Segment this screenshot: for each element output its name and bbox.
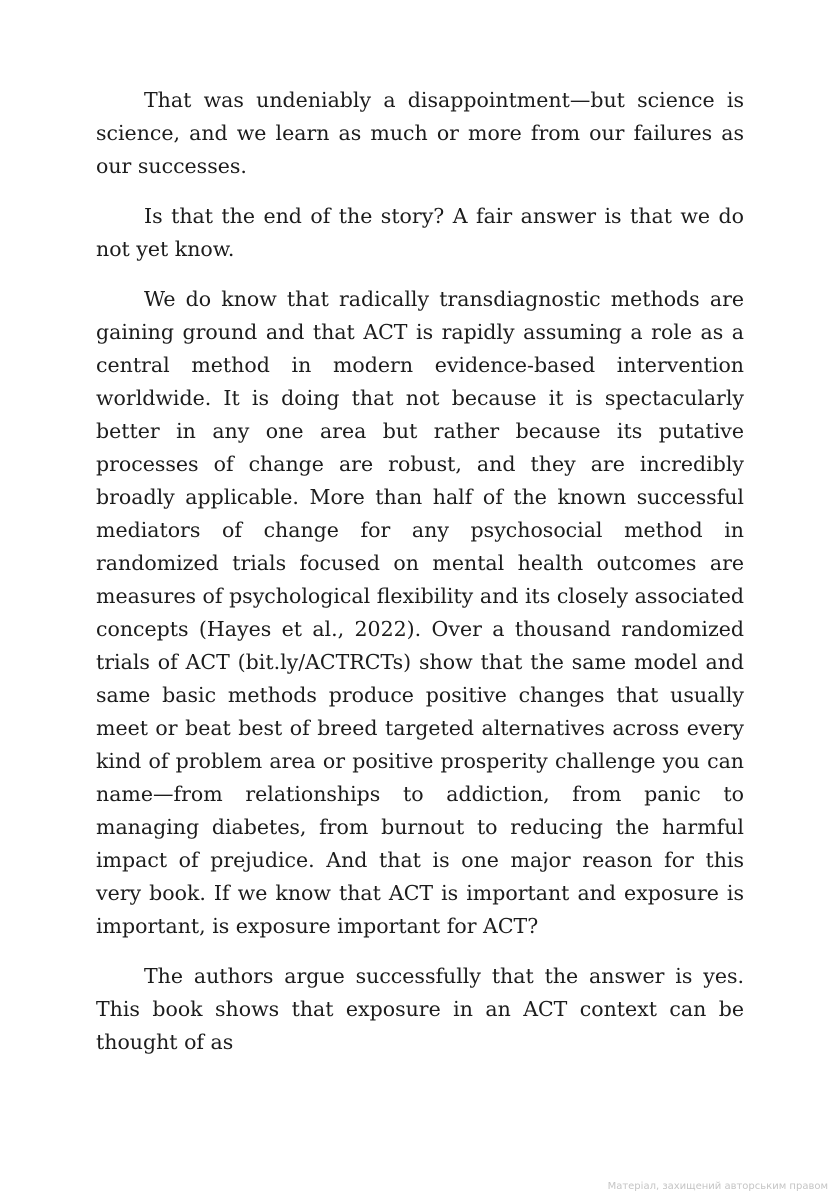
paragraph-end-of-story: Is that the end of the story? A fair answer is that we do not yet know. [96,204,744,261]
copyright-watermark: Матеріал, захищений авторським правом [607,1181,828,1192]
page-body [96,84,744,1076]
paragraph-disappointment: That was undeniably a disappointment—but science is science, and we learn as much or more from our failures as our successes. [96,88,744,178]
paragraph-authors-argue: The authors argue successfully that the answer is yes. This book shows that exposure in an ACT context can be thought of as [96,964,744,1054]
paragraph-transdiagnostic-methods: We do know that radically transdiagnostic methods are gaining ground and that ACT is rapidly assuming a role as a central method in modern evidence-based intervention worldwide. It is doing that not because it is spectacularly better in any one area but rather because its putative processes of change are robust, and they are incredibly broadly applicable. More than half of the known successful mediators of change for any psychosocial method in randomized trials focused on mental health outcomes are measures of psychological flexibility and its closely associated concepts (Hayes et al., 2022). Over a thousand randomized trials of ACT (bit.ly/ACTRCTs) show that the same model and same basic methods produce positive changes that usually meet or beat best of breed targeted alternatives across every kind of problem area or positive prosperity challenge you can name—from relationships to addiction, from panic to managing diabetes, from burnout to reducing the harmful impact of prejudice. And that is one major reason for this very book. If we know that ACT is important and exposure is important, is exposure important for ACT? [96,287,744,938]
